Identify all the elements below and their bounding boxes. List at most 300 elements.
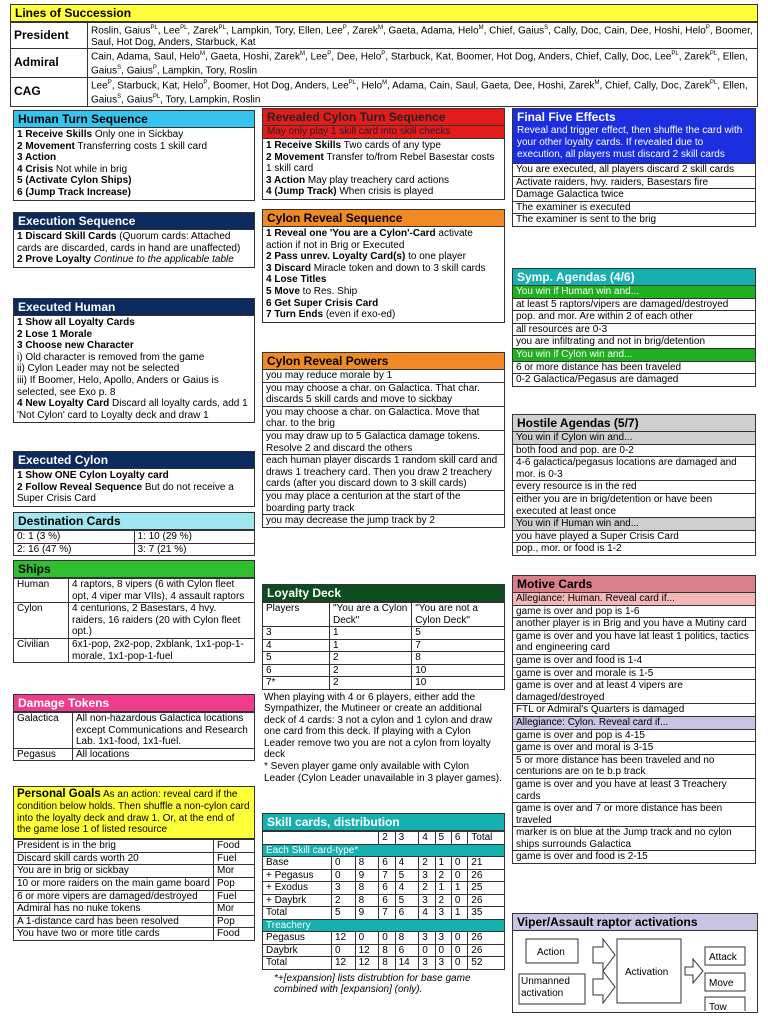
hostile-list [512, 432, 756, 556]
damage-table [13, 712, 255, 761]
goal-resource: Mor [214, 903, 255, 916]
item-text: May play treachery card actions [305, 174, 450, 186]
list-item: game is over and food is 1-4 [512, 655, 756, 668]
skill-cell: 26 [468, 944, 505, 957]
succession-row [11, 23, 758, 49]
human-turn-sequence [13, 110, 255, 201]
list-item: another player is in Brig and you have a Mutiny card [512, 618, 756, 631]
item-text: iii) If Boomer, Helo, Apollo, Anders or Gaius is selected, see Exo p. 8 [17, 374, 219, 398]
goal-resource: Pop [214, 915, 255, 928]
table-row [14, 748, 255, 761]
row-value: 6x1-pop, 2x2-pop, 2xblank, 1x1-pop-1-morale, 1x1-pop-1-fuel [69, 638, 255, 662]
ships [13, 560, 255, 663]
list-item [17, 482, 251, 505]
skill-cell: 26 [468, 932, 505, 945]
damage-title: Damage Tokens [13, 694, 255, 712]
goal-resource: Fuel [214, 852, 255, 865]
goal-resource: Food [214, 840, 255, 853]
table-row [14, 840, 255, 853]
list-header: Allegiance: Cylon. Reveal card if... [512, 717, 756, 730]
skill-cell: 0 [332, 869, 356, 882]
band-row [263, 919, 505, 932]
destination-title: Destination Cards [13, 512, 255, 530]
item-bold: 4 New Loyalty Card [17, 398, 110, 410]
succession-role: Admiral [11, 49, 88, 78]
cylon-reveal-seq-title: Cylon Reveal Sequence [262, 209, 505, 227]
table-row [14, 903, 255, 916]
symp-title: Symp. Agendas (4/6) [512, 268, 756, 286]
skill-cell: 2 [332, 894, 356, 907]
row-key: Pegasus [14, 748, 73, 761]
skill-cell: 0 [332, 944, 356, 957]
executed-human-list [13, 316, 255, 423]
personal-goals-intro [13, 786, 255, 839]
human-turn-title: Human Turn Sequence [13, 110, 255, 128]
loyalty-cell: 7 [412, 639, 505, 652]
loyalty-header: "You are a Cylon Deck" [330, 603, 412, 627]
goal-condition: 6 or more vipers are damaged/destroyed [14, 890, 214, 903]
skill-cell: 7 [379, 869, 395, 882]
item-text: i) Old character is removed from the game [17, 351, 205, 363]
table-row [263, 957, 505, 970]
item-text: to Res. Ship [299, 285, 358, 297]
human-turn-list [13, 128, 255, 201]
skill-header: 4 [419, 832, 435, 845]
skill-cell: 6 [379, 857, 395, 870]
item-bold: 3 Action [266, 174, 306, 186]
goal-condition: You have two or more title cards [14, 928, 214, 941]
list-item: pop., mor. or food is 1-2 [512, 543, 756, 556]
personal-goals-title: Personal Goals [17, 788, 101, 800]
ships-table [13, 578, 255, 663]
list-item: Activate raiders, hvy. raiders, Basestars fire [512, 177, 756, 190]
row-key: Human [14, 579, 69, 603]
item-text: Transferring costs 1 skill card [74, 140, 208, 152]
skill-cell: 2 [419, 882, 435, 895]
skill-cell: 26 [468, 894, 505, 907]
skill-cell: 0 [379, 932, 395, 945]
skill-cell: 0 [332, 857, 356, 870]
list-item [266, 140, 501, 152]
row-value: 4 centurions, 2 Basestars, 4 hvy. raiders, 16 raiders (20 with Cylon fleet opt.) [69, 603, 255, 639]
viper-title: Viper/Assault raptor activations [513, 914, 757, 931]
list-item [17, 340, 251, 352]
cylon-reveal-powers-list [262, 370, 505, 528]
destination-cell: 0: 1 (3 %) [14, 531, 135, 544]
list-item: marker is on blue at the Jump track and no cylon ships surrounds Galactica [512, 827, 756, 851]
loyalty-cell: 4 [263, 639, 330, 652]
skill-cell: 2 [435, 869, 451, 882]
item-bold: 3 Choose new Character [17, 340, 134, 352]
executed-human [13, 298, 255, 423]
destination-table [13, 530, 255, 556]
loyalty-deck [262, 584, 505, 784]
succession-names: Lee$^P$, Starbuck, Kat, Helo$^P$, Boomer, Hot Dog, Anders, Lee$^{PL}$, Helo$^M$, Adama, Cain, Saul, Gaeta, Dee, Hoshi, Zarek$^M$, Chief, Cally, Doc, Zarek$^{PL}$, Ellen, Gaius$^S$, Gaius$^{PL}$, Tory, Lampkin, Roslin [88, 77, 758, 106]
skill-header: 5 [435, 832, 451, 845]
skill-band: Each Skill card-type* [263, 844, 505, 857]
loyalty-cell: 2 [330, 677, 412, 690]
list-item [266, 309, 501, 321]
item-bold: 3 Action [17, 152, 57, 164]
list-item: You are executed, all players discard 2 skill cards [512, 164, 756, 177]
skill-header: 6 [451, 832, 467, 845]
succession-table [10, 22, 758, 107]
table-row [14, 928, 255, 941]
list-item [17, 187, 251, 199]
table-row [14, 603, 255, 639]
list-item [266, 228, 501, 251]
list-header: You win if Cylon win and... [512, 432, 756, 445]
item-text: Discard all loyalty cards, add 1 'Not Cylon' card to Loyalty deck and draw 1 [17, 398, 248, 421]
skill-cell: 5 [395, 894, 419, 907]
list-item [266, 186, 501, 198]
tow-label: Tow [709, 1002, 727, 1011]
skill-header: 2 [379, 832, 395, 845]
unmanned-label: Unmanned activation [521, 976, 570, 999]
row-key: Galactica [14, 713, 73, 749]
power-item: each human player discards 1 random skill card and draws 1 treachery card. Then you draw 2 treachery cards (after you discard down to 3 skill cards) [262, 455, 505, 491]
table-row [263, 869, 505, 882]
list-item [17, 398, 251, 421]
skill-cell: 12 [355, 957, 379, 970]
move-label: Move [709, 978, 734, 989]
skill-cell: 1 [435, 882, 451, 895]
personal-goals [13, 786, 255, 941]
skill-cell: 0 [451, 957, 467, 970]
skill-band: Treachery [263, 919, 505, 932]
list-item: game is over and you have at least 3 Treachery cards [512, 779, 756, 803]
skill-header: Total [468, 832, 505, 845]
ships-title: Ships [13, 560, 255, 578]
destination-cell: 3: 7 (21 %) [134, 543, 255, 556]
skill-cell: 26 [468, 869, 505, 882]
skill-cell: 8 [395, 932, 419, 945]
skill-cell: 0 [419, 944, 435, 957]
list-item [266, 175, 501, 187]
motive-title: Motive Cards [512, 575, 756, 593]
skill-cell: 21 [468, 857, 505, 870]
table-row [263, 664, 505, 677]
symp-list [512, 286, 756, 387]
table-row [263, 932, 505, 945]
power-item: you may decrease the jump track by 2 [262, 515, 505, 528]
list-item: game is over and you have lat least 1 politics, tactics and engineering card [512, 631, 756, 655]
item-bold: 1 Show ONE Cylon Loyalty card [17, 470, 169, 481]
item-text: But do not receive a Super Crisis Card [17, 481, 234, 505]
skill-cell: 4 [395, 882, 419, 895]
list-item: 5 or more distance has been traveled and no centurions are on te b.p track [512, 755, 756, 779]
destination-cell: 1: 10 (29 %) [134, 531, 255, 544]
table-row [263, 857, 505, 870]
skill-cell: 3 [419, 957, 435, 970]
skill-table [262, 831, 505, 970]
list-item [17, 317, 251, 329]
list-item [17, 363, 251, 375]
list-item [266, 286, 501, 298]
skill-cell: 12 [355, 944, 379, 957]
list-item: you are infiltrating and not in brig/detention [512, 336, 756, 349]
succession-role: President [11, 23, 88, 49]
list-item: game is over and pop is 1-6 [512, 606, 756, 619]
loyalty-cell: 1 [330, 627, 412, 640]
list-item: pop. and mor. Are within 2 of each other [512, 311, 756, 324]
skill-cell: 0 [451, 869, 467, 882]
list-item [17, 231, 251, 254]
skill-cell: 3 [435, 932, 451, 945]
item-bold: 4 Lose Titles [266, 274, 327, 286]
table-row [14, 852, 255, 865]
power-item: you may choose a char. on Galactica. Move that char. to the brig [262, 407, 505, 431]
execution-title: Execution Sequence [13, 212, 255, 230]
cylon-reveal-powers-title: Cylon Reveal Powers [262, 352, 505, 370]
power-item: you may reduce morale by 1 [262, 370, 505, 383]
list-item [266, 298, 501, 310]
item-text: Two cards of any type [341, 140, 441, 151]
table-row [14, 579, 255, 603]
loyalty-cell: 10 [412, 664, 505, 677]
skill-title: Skill cards, distribution [262, 813, 505, 831]
skill-cards-distribution [262, 813, 505, 996]
skill-cell: Total [263, 957, 332, 970]
goal-condition: Admiral has no nuke tokens [14, 903, 214, 916]
table-row [14, 713, 255, 749]
skill-cell: 3 [435, 957, 451, 970]
skill-cell: Base [263, 857, 332, 870]
table-row [263, 894, 505, 907]
item-bold: 5 (Activate Cylon Ships) [17, 175, 132, 187]
loyalty-cell: 8 [412, 652, 505, 665]
goal-condition: Discard skill cards worth 20 [14, 852, 214, 865]
loyalty-cell: 5 [412, 627, 505, 640]
skill-cell: 0 [451, 944, 467, 957]
item-bold: 1 Show all Loyalty Cards [17, 317, 135, 328]
loyalty-header: "You are not a Cylon Deck" [412, 603, 505, 627]
skill-cell: + Pegasus [263, 869, 332, 882]
list-item [17, 175, 251, 187]
goal-resource: Fuel [214, 890, 255, 903]
list-item [266, 152, 501, 175]
skill-cell: Total [263, 907, 332, 920]
item-text: activate action if not in Brig or Executed [266, 228, 473, 251]
item-bold: 1 Discard Skill Cards [17, 231, 117, 242]
power-item: you may choose a char. on Galactica. That char. discards 5 skill cards and move to sickbay [262, 383, 505, 407]
list-item: game is over and pop is 4-15 [512, 730, 756, 743]
execution-list [13, 230, 255, 268]
skill-cell: 9 [355, 869, 379, 882]
table-row [263, 882, 505, 895]
table-header [263, 832, 505, 845]
table-row [263, 627, 505, 640]
list-header: You win if Human win and... [512, 286, 756, 299]
succession-row [11, 77, 758, 106]
arrow-top-icon [593, 939, 615, 971]
list-item: 6 or more distance has been traveled [512, 362, 756, 375]
loyalty-table [262, 602, 505, 690]
loyalty-note: When playing with 4 or 6 players, either add the Sympathizer, the Mutineer or create an additional deck of 4 cards: 3 not a cylon and 1 cylon and draw one card from this deck. If playing with a Cylon Leader remove two you are not a cylon from loyalty deck [264, 691, 492, 761]
item-text: When crisis is played [336, 186, 434, 198]
skill-cell: 0 [451, 857, 467, 870]
skill-cell: 0 [435, 944, 451, 957]
skill-cell: 1 [451, 882, 467, 895]
loyalty-cell: 2 [330, 664, 412, 677]
motive-cards [512, 575, 756, 864]
item-bold: 1 Receive Skills [17, 129, 93, 140]
list-item [17, 329, 251, 341]
list-item [17, 129, 251, 141]
arrow-bottom-icon [593, 971, 615, 1003]
activation-label: Activation [625, 967, 669, 978]
skill-cell: 2 [435, 894, 451, 907]
hostile-agendas [512, 414, 756, 556]
succession-names: Cain, Adama, Saul, Helo$^M$, Gaeta, Hoshi, Zarek$^M$, Lee$^P$, Dee, Helo$^P$, Starbuck, Kat, Boomer, Hot Dog, Anders, Chief, Cally, Doc, Lee$^{PL}$, Zarek$^{PL}$, Ellen, Gaius$^S$, Gaius$^P$, Lampkin, Tory, Roslin [88, 49, 758, 78]
table-row [263, 639, 505, 652]
executed-cylon [13, 451, 255, 507]
skill-cell: 8 [355, 882, 379, 895]
item-bold: 6 Get Super Crisis Card [266, 297, 379, 309]
table-row [263, 944, 505, 957]
item-bold: 5 Move [266, 285, 300, 297]
list-item [17, 375, 251, 398]
table-row [263, 677, 505, 690]
skill-cell: 14 [395, 957, 419, 970]
list-item: all resources are 0-3 [512, 324, 756, 337]
table-row [14, 531, 255, 544]
skill-cell: 6 [395, 944, 419, 957]
item-text: ii) Cylon Leader may not be selected [17, 363, 180, 375]
skill-cell: 3 [419, 932, 435, 945]
cylon-reveal-seq-list [262, 227, 505, 323]
skill-cell: 1 [435, 857, 451, 870]
goal-resource: Mor [214, 865, 255, 878]
item-bold: 7 Turn Ends [266, 309, 324, 321]
final-five-effects [512, 108, 756, 227]
motive-list [512, 593, 756, 864]
unmanned-label-wrap [521, 976, 583, 1004]
item-italic: Continue to the applicable table [90, 254, 234, 266]
skill-cell: 3 [419, 894, 435, 907]
revealed-cylon-list [262, 139, 505, 200]
item-bold: 2 Movement [17, 140, 75, 152]
skill-cell: 8 [355, 857, 379, 870]
goal-condition: A 1-distance card has been resolved [14, 915, 214, 928]
skill-cell: Pegasus [263, 932, 332, 945]
loyalty-cell: 1 [330, 639, 412, 652]
revealed-cylon-title: Revealed Cylon Turn Sequence [262, 108, 505, 126]
goal-resource: Food [214, 928, 255, 941]
list-item: game is over and moral is 3-15 [512, 742, 756, 755]
loyalty-cell: 7* [263, 677, 330, 690]
loyalty-cell: 2 [330, 652, 412, 665]
list-item: game is over and at least 4 vipers are damaged/destroyed [512, 680, 756, 704]
power-item: you may place a centurion at the start of the boarding party track [262, 491, 505, 515]
skill-cell: 0 [355, 932, 379, 945]
loyalty-title: Loyalty Deck [262, 584, 505, 602]
list-item: FTL or Admiral's Quarters is damaged [512, 704, 756, 717]
item-text: (Quorum cards: Attached cards are discarded, cards in hand are unaffected) [17, 231, 241, 254]
final-five-desc: Reveal and trigger effect, then shuffle the card with your other loyalty cards. If revealed due to execution, all players must discard 2 skill cards [512, 125, 756, 164]
row-value: All non-hazardous Galactica locations except Communications and Research Lab. 1x1-food, 1x1-fuel. [73, 713, 255, 749]
skill-cell: 6 [395, 907, 419, 920]
destination-cards [13, 512, 255, 556]
power-item: you may draw up to 5 Galactica damage tokens. Resolve 2 and discard the others [262, 431, 505, 455]
item-bold: 1 Reveal one 'You are a Cylon'-Card [266, 228, 436, 239]
list-item [17, 152, 251, 164]
skill-cell: 6 [379, 882, 395, 895]
revealed-cylon-turn-sequence [262, 108, 505, 200]
skill-cell: 35 [468, 907, 505, 920]
item-text: to one player [405, 251, 466, 263]
skill-cell: 12 [332, 932, 356, 945]
skill-cell: 25 [468, 882, 505, 895]
skill-cell: Daybrk [263, 944, 332, 957]
item-bold: 2 Pass unrev. Loyalty Card(s) [266, 251, 406, 263]
table-row [14, 890, 255, 903]
hostile-title: Hostile Agendas (5/7) [512, 414, 756, 432]
list-item: every resource is in the red [512, 481, 756, 494]
skill-header: 3 [395, 832, 419, 845]
skill-cell: 8 [355, 894, 379, 907]
skill-cell: 5 [395, 869, 419, 882]
cylon-reveal-powers [262, 352, 505, 528]
skill-cell: 9 [355, 907, 379, 920]
personal-goals-table [13, 839, 255, 941]
list-item: at least 5 raptors/vipers are damaged/destroyed [512, 299, 756, 312]
skill-header [263, 832, 379, 845]
executed-cylon-title: Executed Cylon [13, 451, 255, 469]
revealed-cylon-subtitle: May only play 1 skill card into skill checks [262, 126, 505, 139]
succession-role: CAG [11, 77, 88, 106]
list-item: game is over and food is 2-15 [512, 851, 756, 864]
list-item [17, 254, 251, 266]
list-item: game is over and morale is 1-5 [512, 668, 756, 681]
loyalty-note-2: * Seven player game only available with Cylon Leader (Cylon Leader unavailable in 3 player games). [264, 761, 502, 784]
skill-cell: 3 [332, 882, 356, 895]
list-item: game is over and 7 or more distance has been traveled [512, 803, 756, 827]
list-item: both food and pop. are 0-2 [512, 445, 756, 458]
table-row [14, 543, 255, 556]
succession-row [11, 49, 758, 78]
list-item: 0-2 Galactica/Pegasus are damaged [512, 374, 756, 387]
table-row [14, 638, 255, 662]
executed-cylon-list [13, 469, 255, 507]
list-item [17, 141, 251, 153]
table-row [14, 915, 255, 928]
skill-cell: 0 [451, 894, 467, 907]
item-bold: 2 Lose 1 Morale [17, 328, 93, 340]
list-item: 4-6 galactica/pegasus locations are damaged and mor. is 0-3 [512, 457, 756, 481]
list-item: either you are in brig/detention or have been executed at least once [512, 494, 756, 518]
item-text: Not while in brig [53, 163, 128, 175]
list-item [17, 164, 251, 176]
skill-cell: 4 [419, 907, 435, 920]
symp-agendas [512, 268, 756, 387]
band-row [263, 844, 505, 857]
skill-cell: + Exodus [263, 882, 332, 895]
item-text: (even if exo-ed) [323, 309, 396, 321]
loyalty-header: Players [263, 603, 330, 627]
skill-cell: 7 [379, 907, 395, 920]
skill-cell: 3 [435, 907, 451, 920]
list-item [266, 251, 501, 263]
execution-sequence [13, 212, 255, 268]
list-item: The examiner is sent to the brig [512, 214, 756, 227]
succession-title: Lines of Succession [10, 4, 758, 22]
skill-cell: 0 [451, 932, 467, 945]
loyalty-cell: 10 [412, 677, 505, 690]
succession-names: Roslin, Gaius$^{PL}$, Lee$^{PL}$, Zarek$^{PL}$, Lampkin, Tory, Ellen, Lee$^P$, Zarek$^M$, Gaeta, Adama, Helo$^M$, Chief, Gaius$^S$, Cally, Doc, Cain, Dee, Hoshi, Helo$^P$, Boomer, Saul, Hot Dog, Anders, Starbuck, Kat [88, 23, 758, 49]
lines-of-succession [10, 4, 758, 107]
skill-cell: 12 [332, 957, 356, 970]
